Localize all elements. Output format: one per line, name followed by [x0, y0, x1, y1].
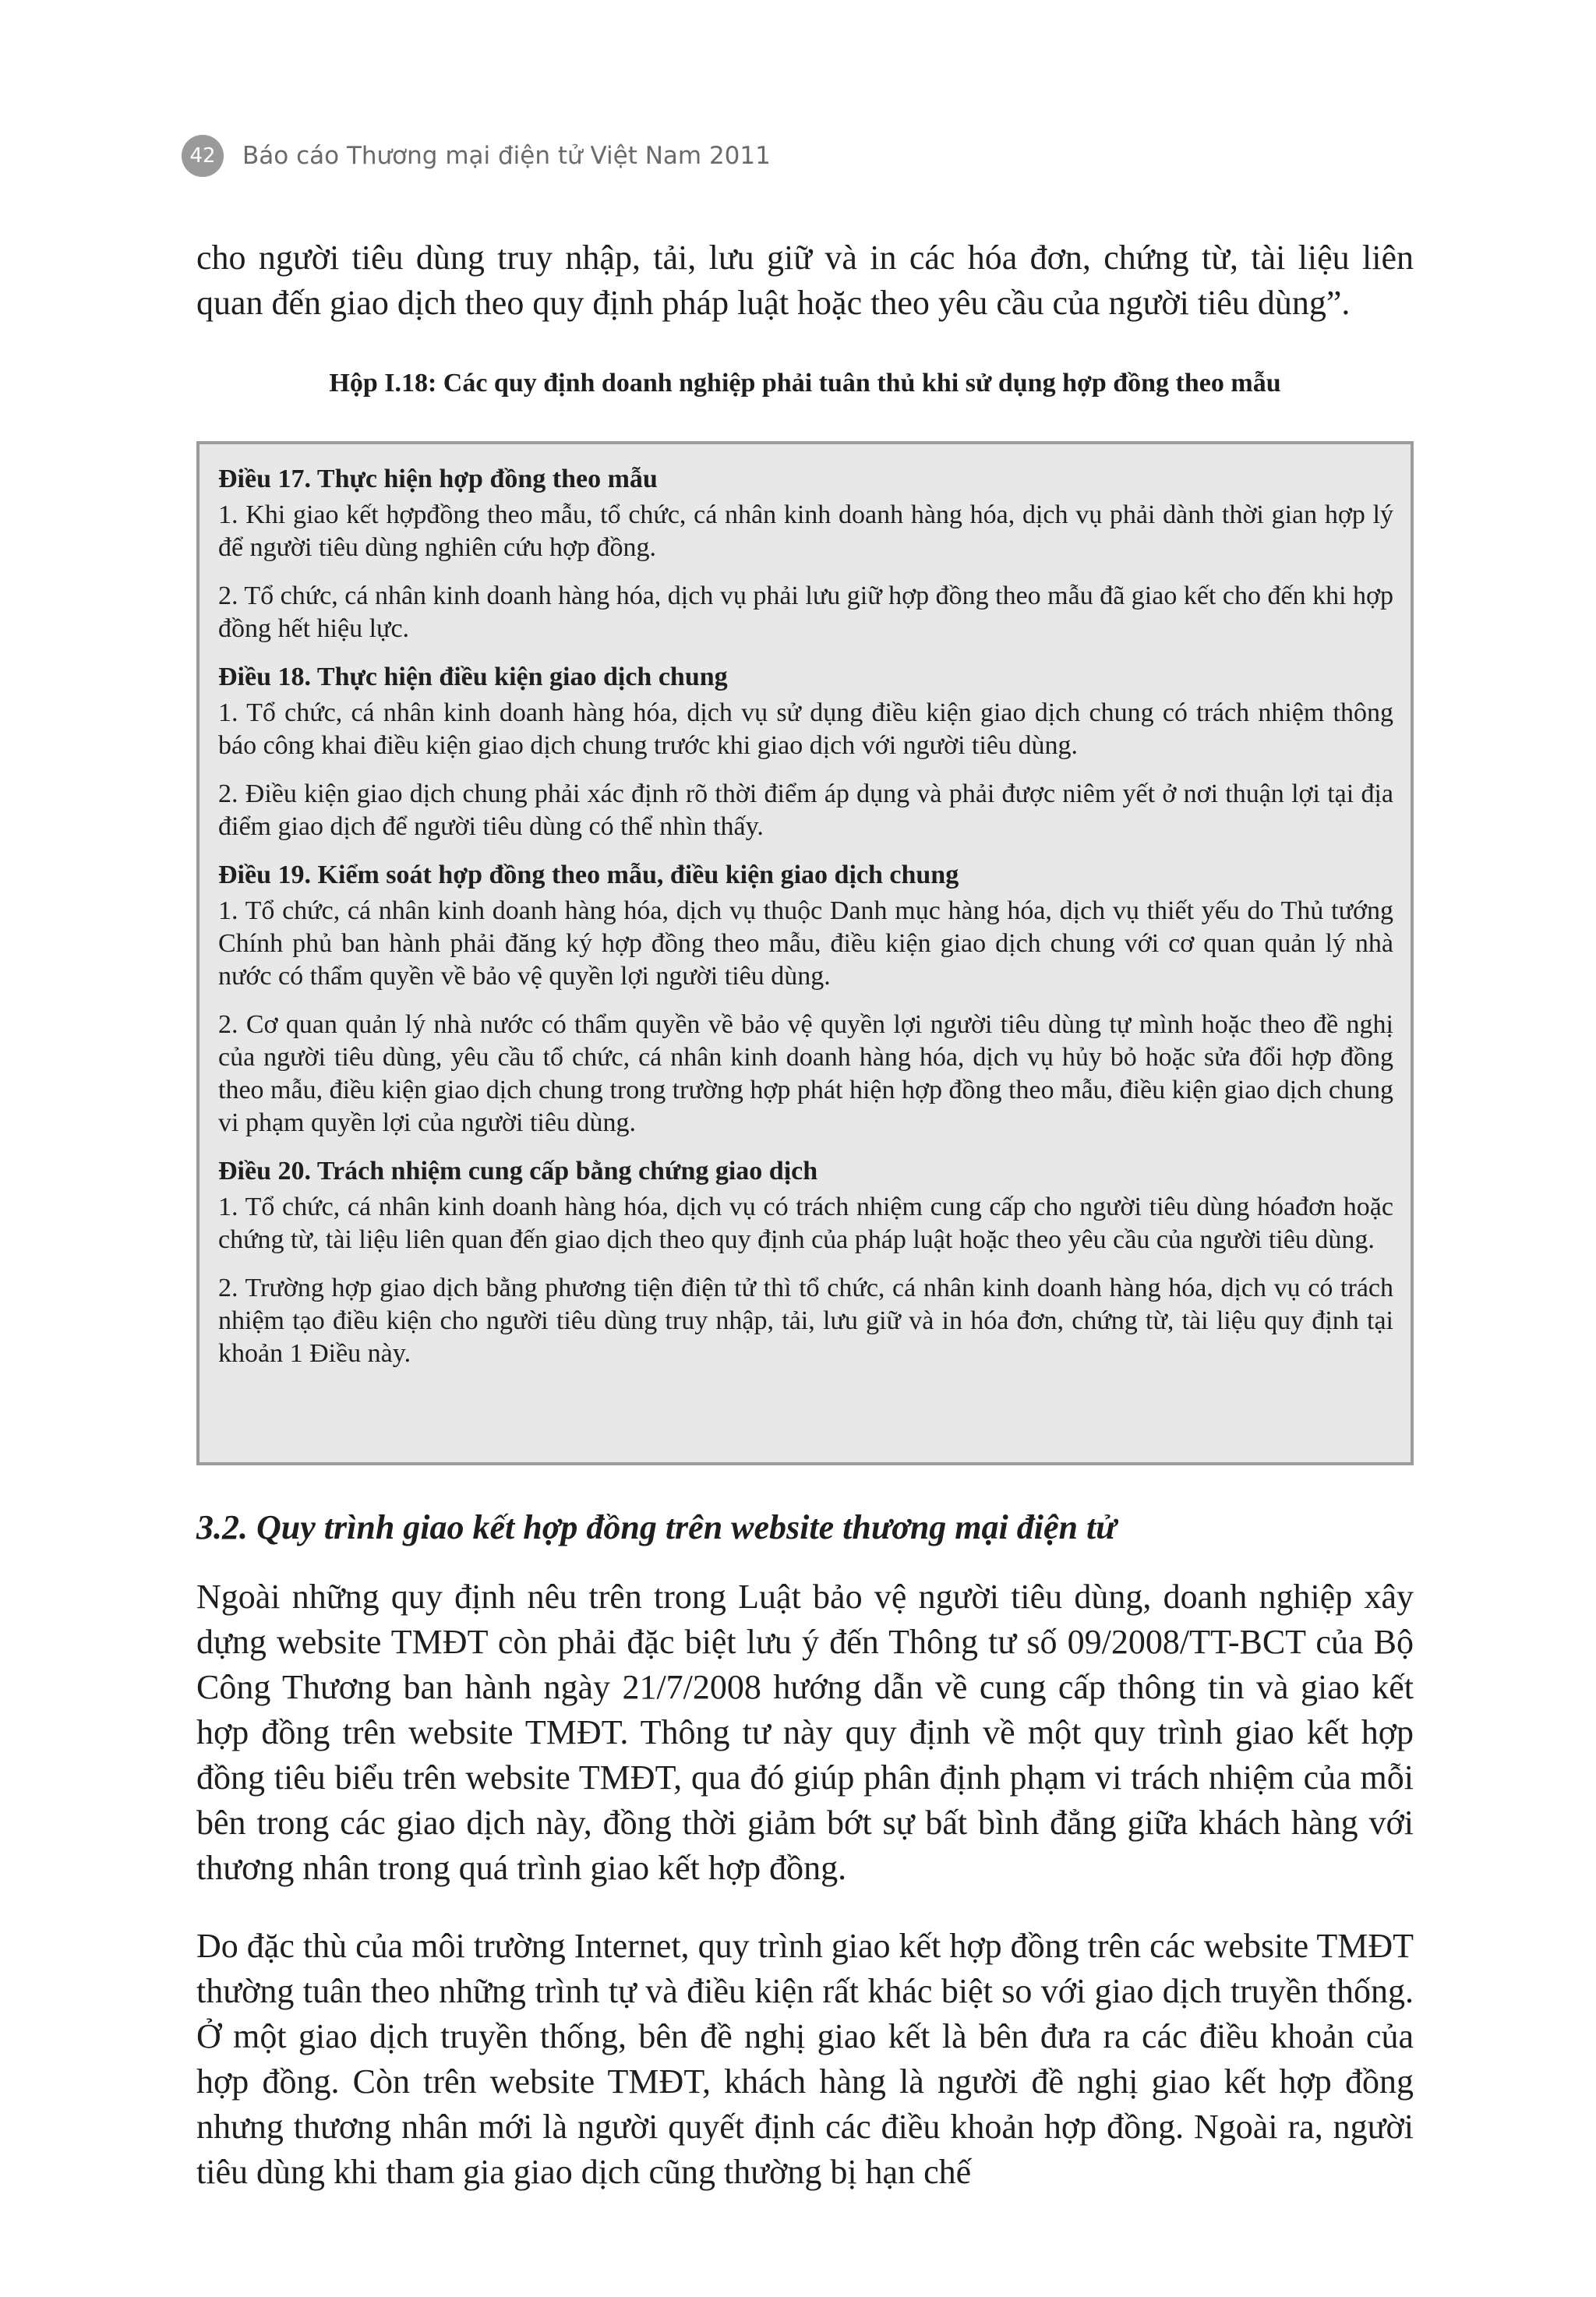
article-paragraph: 2. Trường hợp giao dịch bằng phương tiện điện tử thì tổ chức, cá nhân kinh doanh hàng hóa, dịch vụ có trách nhiệm tạo điều kiện cho người tiêu dùng truy nhập, tải, lưu giữ và in hóa đơn, chứng từ, tài liệu quy định tại khoản 1 Điều này.: [218, 1274, 1393, 1368]
article-20: [218, 1155, 1393, 1370]
page-header: [182, 134, 771, 178]
article-paragraph: 2. Tổ chức, cá nhân kinh doanh hàng hóa, dịch vụ phải lưu giữ hợp đồng theo mẫu đã giao kết cho đến khi hợp đồng hết hiệu lực.: [218, 581, 1393, 643]
article-17: [218, 463, 1393, 645]
article-paragraph: 1. Tổ chức, cá nhân kinh doanh hàng hóa, dịch vụ sử dụng điều kiện giao dịch chung có trách nhiệm thông báo công khai điều kiện giao dịch chung trước khi giao dịch với người tiêu dùng.: [218, 698, 1393, 760]
article-paragraph: 2. Cơ quan quản lý nhà nước có thẩm quyền về bảo vệ quyền lợi người tiêu dùng tự mình hoặc theo đề nghị của người tiêu dùng, yêu cầu tổ chức, cá nhân kinh doanh hàng hóa, dịch vụ hủy bỏ hoặc sửa đổi hợp đồng theo mẫu, điều kiện giao dịch chung trong trường hợp phát hiện hợp đồng theo mẫu, điều kiện giao dịch chung vi phạm quyền lợi của người tiêu dùng.: [218, 1010, 1393, 1137]
body-paragraph: Do đặc thù của môi trường Internet, quy trình giao kết hợp đồng trên các website TMĐT thường tuân theo những trình tự và điều kiện rất khác biệt so với giao dịch truyền thống. Ở một giao dịch truyền thống, bên đề nghị giao kết là bên đưa ra các điều khoản của hợp đồng. Còn trên website TMĐT, khách hàng là người đề nghị giao kết hợp đồng nhưng thương nhân mới là người quyết định các điều khoản hợp đồng. Ngoài ra, người tiêu dùng khi tham gia giao dịch cũng thường bị hạn chế: [196, 1927, 1414, 2191]
intro-paragraph: cho người tiêu dùng truy nhập, tải, lưu giữ và in các hóa đơn, chứng từ, tài liệu liên quan đến giao dịch theo quy định pháp luật hoặc theo yêu cầu của người tiêu dùng”.: [196, 239, 1414, 322]
page-number-badge: 42: [182, 135, 224, 177]
running-title: Báo cáo Thương mại điện tử Việt Nam 2011: [242, 142, 771, 170]
body-paragraph: Ngoài những quy định nêu trên trong Luật bảo vệ người tiêu dùng, doanh nghiệp xây dựng website TMĐT còn phải đặc biệt lưu ý đến Thông tư số 09/2008/TT-BCT của Bộ Công Thương ban hành ngày 21/7/2008 hướng dẫn về cung cấp thông tin và giao kết hợp đồng trên website TMĐT. Thông tư này quy định về một quy trình giao kết hợp đồng tiêu biểu trên website TMĐT, qua đó giúp phân định phạm vi trách nhiệm của mỗi bên trong các giao dịch này, đồng thời giảm bớt sự bất bình đẳng giữa khách hàng với thương nhân trong quá trình giao kết hợp đồng.: [196, 1578, 1414, 1887]
section-heading: 3.2. Quy trình giao kết hợp đồng trên website thương mại điện tử: [196, 1508, 1117, 1546]
box-caption: Hộp I.18: Các quy định doanh nghiệp phải tuân thủ khi sử dụng hợp đồng theo mẫu: [329, 369, 1281, 398]
article-paragraph: 1. Tổ chức, cá nhân kinh doanh hàng hóa, dịch vụ thuộc Danh mục hàng hóa, dịch vụ thiết yếu do Thủ tướng Chính phủ ban hành phải đăng ký hợp đồng theo mẫu, điều kiện giao dịch chung với cơ quan quản lý nhà nước có thẩm quyền về bảo vệ quyền lợi người tiêu dùng.: [218, 896, 1393, 991]
article-title: Điều 17. Thực hiện hợp đồng theo mẫu: [218, 465, 658, 493]
article-title: Điều 20. Trách nhiệm cung cấp bằng chứng giao dịch: [218, 1157, 818, 1186]
article-title: Điều 19. Kiểm soát hợp đồng theo mẫu, điều kiện giao dịch chung: [218, 860, 959, 889]
article-18: [218, 661, 1393, 843]
article-19: [218, 859, 1393, 1140]
article-paragraph: 1. Tổ chức, cá nhân kinh doanh hàng hóa, dịch vụ có trách nhiệm cung cấp cho người tiêu dùng hóađơn hoặc chứng từ, tài liệu liên quan đến giao dịch theo quy định của pháp luật hoặc theo yêu cầu của người tiêu dùng.: [218, 1193, 1393, 1254]
article-paragraph: 1. Khi giao kết hợpđồng theo mẫu, tổ chức, cá nhân kinh doanh hàng hóa, dịch vụ phải dành thời gian hợp lý để người tiêu dùng nghiên cứu hợp đồng.: [218, 500, 1393, 562]
article-paragraph: 2. Điều kiện giao dịch chung phải xác định rõ thời điểm áp dụng và phải được niêm yết ở nơi thuận lợi tại địa điểm giao dịch để người tiêu dùng có thể nhìn thấy.: [218, 779, 1393, 841]
article-title: Điều 18. Thực hiện điều kiện giao dịch chung: [218, 663, 728, 691]
regulation-box: [196, 441, 1414, 1465]
